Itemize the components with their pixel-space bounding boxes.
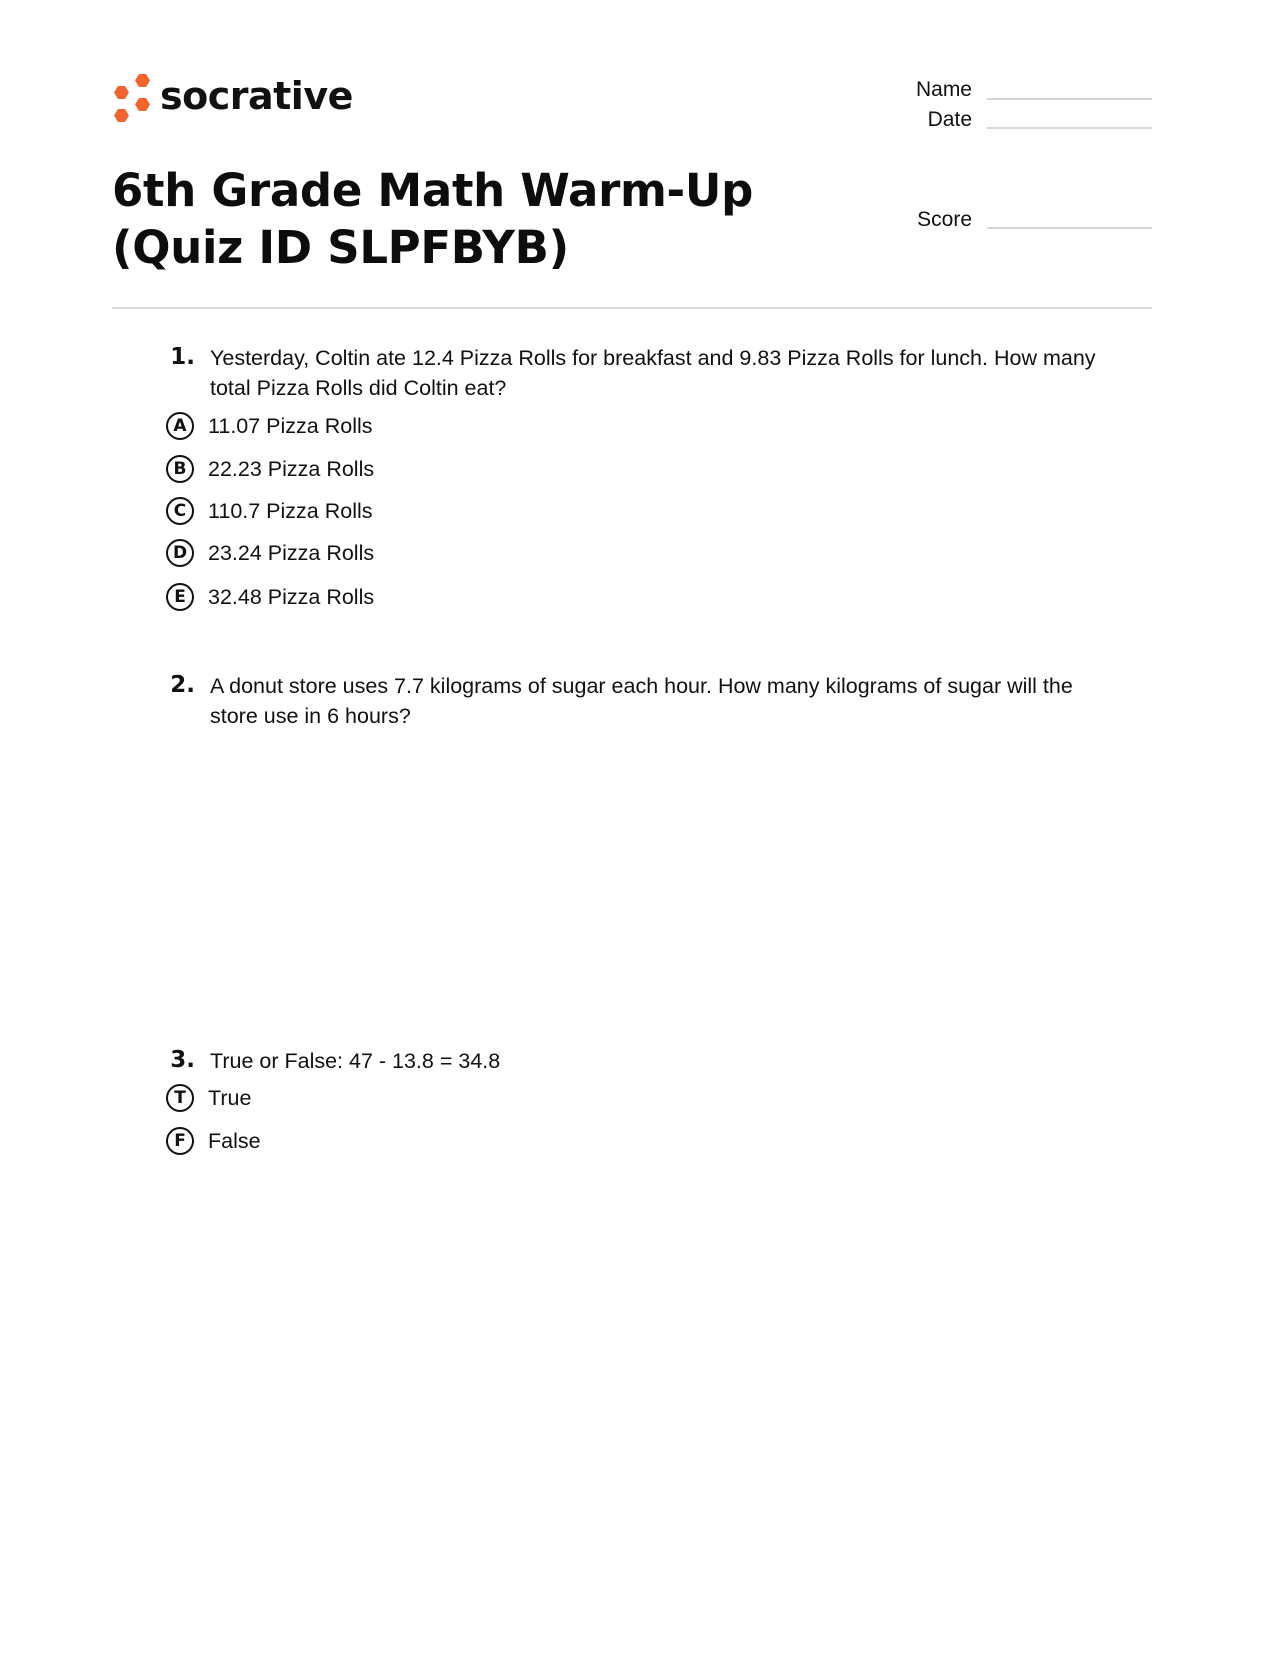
question-1-option-e[interactable] <box>166 580 374 614</box>
header-divider <box>112 307 1152 309</box>
question-3-option-true[interactable] <box>166 1081 251 1115</box>
question-3-option-false[interactable] <box>166 1124 261 1158</box>
hexagon-cluster-icon <box>110 72 154 124</box>
option-t-bubble[interactable]: T <box>166 1084 194 1112</box>
name-field[interactable] <box>987 98 1152 100</box>
question-1-option-c[interactable] <box>166 494 373 528</box>
brand-name: socrative <box>160 74 353 118</box>
option-true-text: True <box>208 1085 252 1110</box>
option-d-bubble[interactable]: D <box>166 539 194 567</box>
question-1-number: 1. <box>170 344 195 370</box>
socrative-logo <box>110 72 353 124</box>
score-label: Score <box>917 208 972 231</box>
option-f-bubble[interactable]: F <box>166 1127 194 1155</box>
question-1-option-b[interactable] <box>166 452 374 486</box>
question-2-answer-space[interactable] <box>210 740 1110 1000</box>
option-false-text: False <box>208 1128 261 1153</box>
option-a-text: 11.07 Pizza Rolls <box>208 413 373 438</box>
question-1-text: Yesterday, Coltin ate 12.4 Pizza Rolls for breakfast and 9.83 Pizza Rolls for lunch. How many total Pizza Rolls did Coltin eat? <box>210 346 1096 400</box>
page-title: 6th Grade Math Warm-Up (Quiz ID SLPFBYB) <box>112 164 754 274</box>
question-1-option-d[interactable] <box>166 536 374 570</box>
question-3-text: True or False: 47 - 13.8 = 34.8 <box>210 1049 501 1073</box>
option-c-text: 110.7 Pizza Rolls <box>208 498 373 523</box>
date-field[interactable] <box>987 127 1152 129</box>
question-2-number: 2. <box>170 672 195 698</box>
score-field[interactable] <box>987 227 1152 229</box>
option-a-bubble[interactable]: A <box>166 412 194 440</box>
option-d-text: 23.24 Pizza Rolls <box>208 540 375 565</box>
name-label: Name <box>915 78 972 101</box>
date-label: Date <box>927 108 972 131</box>
option-b-text: 22.23 Pizza Rolls <box>208 456 375 481</box>
option-e-bubble[interactable]: E <box>166 583 194 611</box>
option-b-bubble[interactable]: B <box>166 455 194 483</box>
option-e-text: 32.48 Pizza Rolls <box>208 584 375 609</box>
question-1-option-a[interactable] <box>166 409 373 443</box>
question-2-text: A donut store uses 7.7 kilograms of sugar each hour. How many kilograms of sugar will the store use in 6 hours? <box>210 674 1073 728</box>
option-c-bubble[interactable]: C <box>166 497 194 525</box>
question-3-number: 3. <box>170 1047 195 1073</box>
